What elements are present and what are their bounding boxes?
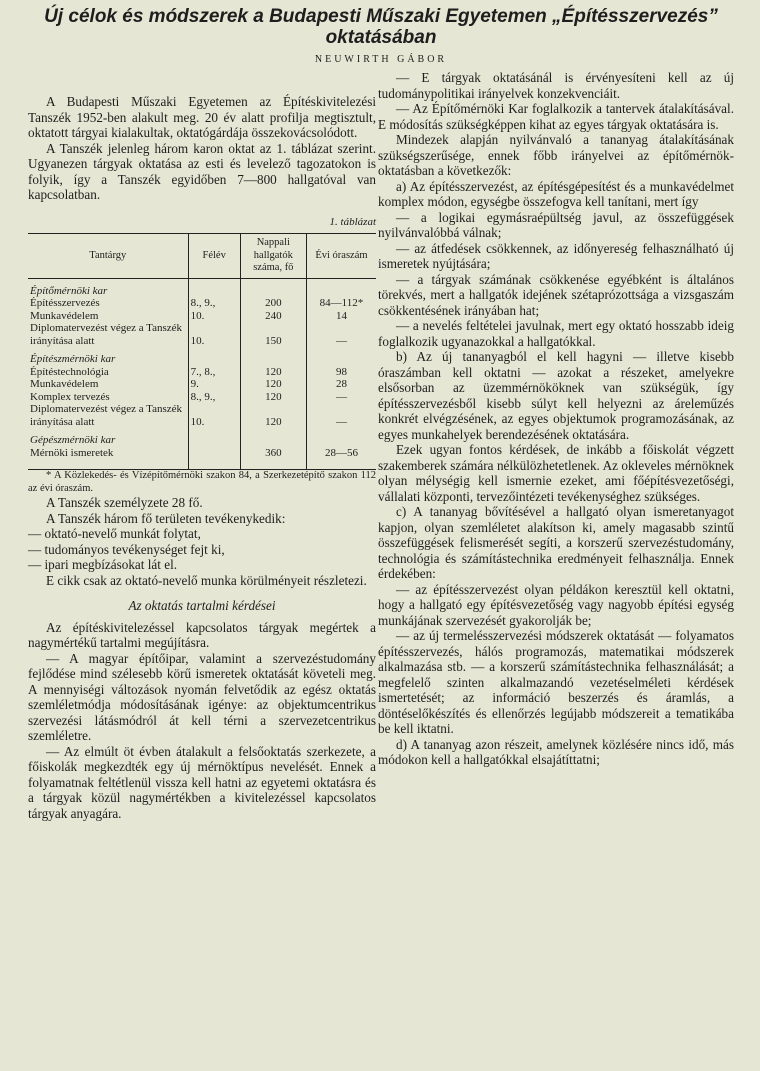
table-cell: — <box>306 391 376 404</box>
activity-item: — oktató-nevelő munkát folytat, <box>28 526 201 541</box>
table-row <box>28 366 376 379</box>
table-cell: 14 <box>306 310 376 323</box>
table-cell: 360 <box>240 447 306 470</box>
table-cell: Munkavédelem <box>30 309 99 322</box>
body-paragraph: — a tárgyak számának csökkenése egyébként is általános törekvés, mert a hallgatók idejének szétaprózottsága a vizsgaszám csökkentésének irányában hat; <box>378 271 734 318</box>
table-group-row <box>28 278 376 297</box>
table-cell: 120 <box>240 391 306 404</box>
body-paragraph: — az új termelésszervezési módszerek oktatását — folyamatos építésszervezés, hálós programozás, matematikai módszerek alkalmazása stb. — a korszerű számítástechnika felhasználását; a megfelelő szinten alkalmazandó vezetéselméleti kérdések ismertetését; az információ beszerzés és áramlás, a döntéselőkészítés és ellenőrzés legújabb módszereit a tematikába be kell iktatni. <box>378 628 734 736</box>
table-cell: 7., 8., <box>188 366 240 379</box>
body-paragraph: — az építésszervezést olyan példákon keresztül kell oktatni, hogy a hallgató egy építésvezetőség vagy nagyobb építési egység munkájának szervezését gyakorolják be; <box>378 581 734 628</box>
group-name: Építőmérnöki kar <box>30 284 108 297</box>
table-cell: 150 <box>240 322 306 347</box>
table-cell: 10. <box>188 322 240 347</box>
table-cell <box>188 447 240 470</box>
table-cell: — <box>306 403 376 428</box>
table-header: Évi óraszám <box>306 234 376 279</box>
table-cell: Mérnöki ismeretek <box>30 446 114 459</box>
table-row <box>28 391 376 404</box>
table-cell: 10. <box>188 403 240 428</box>
table-group-row <box>28 347 376 366</box>
table-cell: 200 <box>240 297 306 310</box>
body-paragraph: — a logikai egymásraépültség javul, az összefüggések nyilvánvalóbbá válnak; <box>378 209 734 240</box>
body-paragraph: — Az Építőmérnöki Kar foglalkozik a tantervek átalakításával. E módosítás szükségképpen kihat az egyes tárgyak oktatására is. <box>378 101 734 132</box>
table-cell: 9. <box>188 378 240 391</box>
table-header: Félév <box>188 234 240 279</box>
table-cell: Diplomatervezést végez a Tanszék irányítása alatt <box>30 322 183 347</box>
body-paragraph: a) Az építésszervezést, az építésgépesítést és a munkavédelmet komplex módon, egységbe összefogva kell tanítani, mert így <box>378 178 734 209</box>
title-line-2: oktatásában <box>325 27 437 48</box>
table-cell: 10. <box>188 310 240 323</box>
group-name: Építészmérnöki kar <box>30 353 116 365</box>
table-row <box>28 310 376 323</box>
table-cell: 28 <box>306 378 376 391</box>
table-cell: Munkavédelem <box>30 378 99 390</box>
table-cell: 8., 9., <box>188 297 240 310</box>
title-line-1: Új célok és módszerek a Budapesti Műszaki Egyetemen „Építésszervezés” <box>44 6 718 27</box>
table-cell: Komplex tervezés <box>30 390 110 403</box>
body-paragraph: Ezek ugyan fontos kérdések, de inkább a főiskolát végzett szakemberek számára nélkülözhetetlenek. Az okleveles mérnöknek olyan mélységig kell ismernie ezeket, ami főépítésvezetőségi, vállalati központi, tervezőintézeti tevékenységhez szükséges. <box>378 442 734 504</box>
table-cell: — <box>306 322 376 347</box>
activities-intro: A Tanszék három fő területen tevékenykedik: <box>46 510 286 526</box>
body-paragraph: Mindezek alapján nyilvánvaló a tananyag átalakításának szükségszerűsége, ennek főbb irányelvei az építőmérnök-oktatásban a következők: <box>378 132 734 178</box>
left-column <box>28 94 376 821</box>
table-cell: 28—56 <box>306 447 376 470</box>
section-title: Az oktatás tartalmi kérdései <box>128 598 276 613</box>
body-paragraph: d) A tananyag azon részeit, amelynek közlésére nincs idő, más módokon kell a hallgatókkal elsajátíttatni; <box>378 736 734 767</box>
table-cell: 84—112* <box>306 297 376 310</box>
article-title <box>28 6 734 48</box>
table-footnote: * A Közlekedés- és Vízépítőmérnöki szakon 84, a Szerkezetépítő szakon 112 az évi óraszám. <box>28 470 376 494</box>
intro-paragraph-2: A Tanszék jelenleg három karon oktat az 1. táblázat szerint. Ugyanezen tárgyak oktatása az esti és levelező tagozatokon is folyik, így a Tanszék egyidőben 7—800 hallgatóval van kapcsolatban. <box>28 140 376 202</box>
table-cell: 8., 9., <box>188 391 240 404</box>
table-caption: 1. táblázat <box>329 215 376 228</box>
staff-line: A Tanszék személyzete 28 fő. <box>46 495 203 510</box>
activity-item: — ipari megbízásokat lát el. <box>28 557 178 572</box>
table-cell: 120 <box>240 366 306 379</box>
table-row <box>28 447 376 470</box>
table-row <box>28 297 376 310</box>
table-row <box>28 403 376 428</box>
section-paragraph: — Az elmúlt öt évben átalakult a felsőoktatás szerkezete, a főiskolák megkezdték egy új mérnöktípus nevelését. Ennek a folyamatnak feltétlenül vissza kell hatni az egyetemi oktatásra és a tárgyak közül nagymértékben a kivitelezéssel kapcsolatos tárgyak anyagára. <box>28 743 376 821</box>
table-row <box>28 378 376 391</box>
columns <box>28 70 734 821</box>
scope-paragraph: E cikk csak az oktató-nevelő munka körülményeit részletezi. <box>46 572 367 588</box>
table-cell: 120 <box>240 378 306 391</box>
activity-item: — tudományos tevékenységet fejt ki, <box>28 541 225 557</box>
table-cell: Építésszervezés <box>30 297 100 309</box>
table-header: Nappali hallgatók száma, fő <box>240 234 306 279</box>
body-paragraph: c) A tananyag bővítésével a hallgató olyan ismeretanyagot kapjon, olyan szemléletet alakítson ki, amely magasabb szintű összefüggések felismerését segíti, a korszerű szervezéstudomány, technológia és számítástechnika eredményeit felhasználja. Ennek érdekében: <box>378 504 734 581</box>
table-cell: 240 <box>240 310 306 323</box>
table-cell: Építéstechnológia <box>30 365 109 378</box>
body-paragraph: b) Az új tananyagból el kell hagyni — illetve kisebb óraszámban kell oktatni — azokat a részeket, amelyekre elsősorban az üzemmérnököknek van szükségük, így építésszervezésből kisebb súlyt kell helyezni az áreleműzés konkrét elvégzésének, az egyes objektumok programozásának, az egyes munkahelyek berendezésének oktatására. <box>378 349 734 442</box>
table-cell: Diplomatervezést végez a Tanszék irányítása alatt <box>30 403 183 428</box>
intro-paragraph-1: A Budapesti Műszaki Egyetemen az Építéskivitelezési Tanszék 1952-ben alakult meg. 20 év alatt profilja megtisztult, oktatott tárgyai kialakultak, oktatógárdája összekovácsolódott. <box>28 94 376 140</box>
section-paragraph: Az építéskivitelezéssel kapcsolatos tárgyak megértek a nagymértékű tartalmi megújításra. <box>28 619 376 650</box>
body-paragraph: — a nevelés feltételei javulnak, mert egy oktató hosszabb ideig foglalkozik ugyanazokkal a hallgatókkal. <box>378 318 734 349</box>
body-paragraph: — E tárgyak oktatásánál is érvényesíteni kell az új tudománypolitikai irányelvek konzekvenciáit. <box>378 70 734 101</box>
table-group-row <box>28 428 376 447</box>
table-row <box>28 322 376 347</box>
table-header: Tantárgy <box>28 234 188 279</box>
body-paragraph: — az átfedések csökkennek, az időnyereség felhasználható új ismeretek nyújtására; <box>378 240 734 271</box>
section-paragraph: — A magyar építőipar, valamint a szervezéstudomány fejlődése mind szélesebb körű ismeretek oktatását követeli meg. A mennyiségi változások nyomán felvetődik az egész oktatás szemléletmódja módosításának igénye: az objektumcentrikus szervezési látásmódról át kell térni a szervezetcentrikus szemléletre. <box>28 650 376 743</box>
group-name: Gépészmérnöki kar <box>30 434 116 446</box>
right-column <box>378 70 734 821</box>
table-cell: 120 <box>240 403 306 428</box>
data-table <box>28 233 376 470</box>
author: NEUWIRTH GÁBOR <box>314 54 448 65</box>
table-cell: 98 <box>306 366 376 379</box>
